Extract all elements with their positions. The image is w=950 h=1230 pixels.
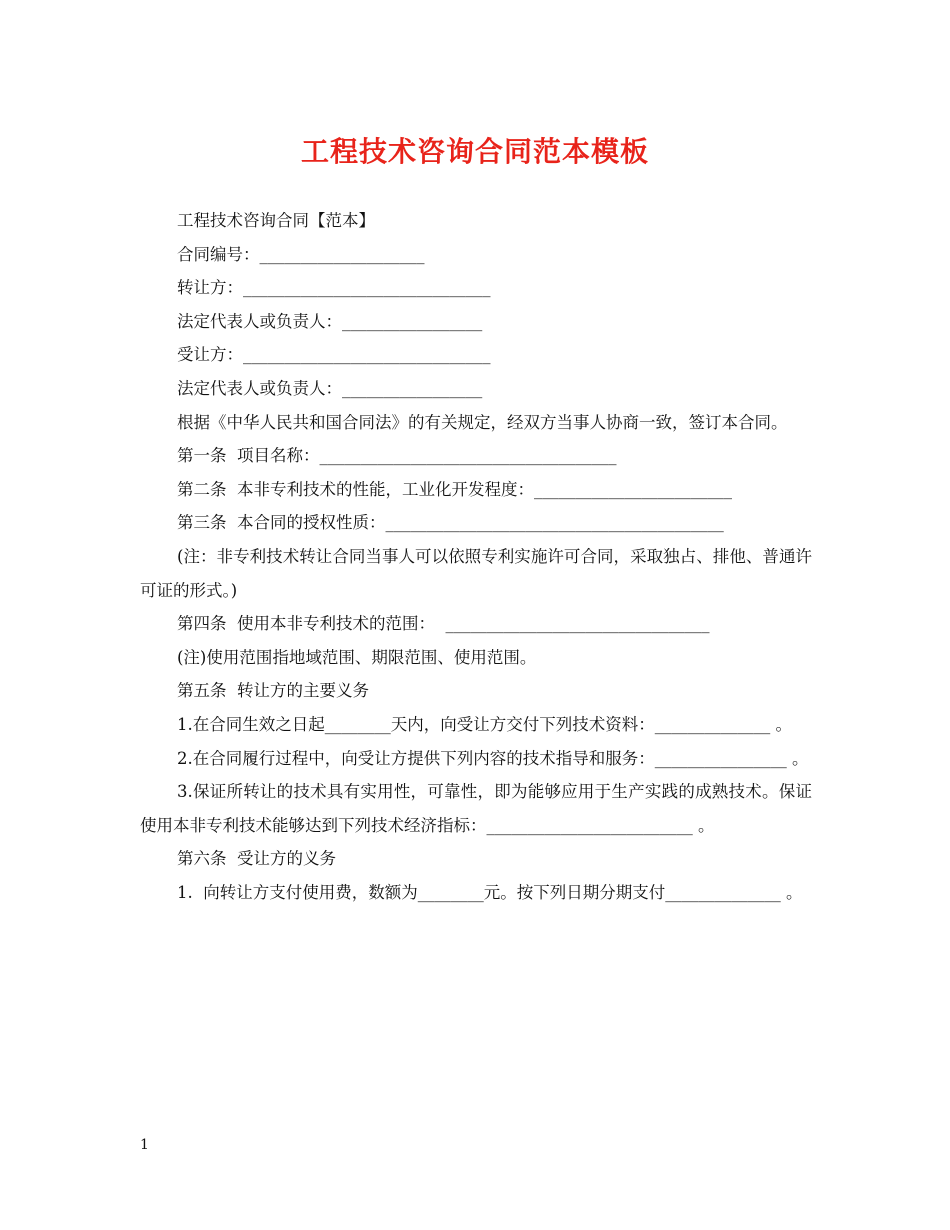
paragraph-article-6-item-1: 1. 向转让方支付使用费，数额为________元。按下列日期分期支付______________ 。 <box>177 882 803 902</box>
paragraph-article-4: 第四条 使用本非专利技术的范围： ________________________________ <box>177 614 710 634</box>
paragraph-article-5-item-2: 2.在合同履行过程中，向受让方提供下列内容的技术指导和服务：________________ 。 <box>177 748 809 768</box>
paragraph-contract-number: 合同编号：____________________ <box>177 244 425 264</box>
paragraph-article-5-item-1: 1.在合同生效之日起________天内，向受让方交付下列技术资料：______________ 。 <box>177 714 792 734</box>
paragraph-article-2: 第二条 本非专利技术的性能，工业化开发程度：________________________ <box>177 479 732 499</box>
paragraph-transferor: 转让方：______________________________ <box>177 278 491 298</box>
paragraph-transferee-representative: 法定代表人或负责人：_________________ <box>177 378 483 398</box>
page-number: 1 <box>140 1137 149 1153</box>
paragraph-transferor-representative: 法定代表人或负责人：_________________ <box>177 311 483 331</box>
paragraph-article-6: 第六条 受让方的义务 <box>177 849 336 869</box>
paragraph-article-1: 第一条 项目名称：____________________________________ <box>177 446 617 466</box>
paragraph-note-license: (注：非专利技术转让合同当事人可以依照专利实施许可合同，采取独占、排他、普通许可证的形式。) <box>140 546 812 600</box>
paragraph-article-3: 第三条 本合同的授权性质：_________________________________________ <box>177 513 724 533</box>
paragraph-note-scope: (注)使用范围指地域范围、期限范围、使用范围。 <box>177 647 537 667</box>
paragraph-article-5-item-3: 3.保证所转让的技术具有实用性，可靠性，即为能够应用于生产实践的成熟技术。保证使用本非专利技术能够达到下列技术经济指标：_________________________ 。 <box>140 782 812 835</box>
paragraph-preamble: 根据《中华人民共和国合同法》的有关规定，经双方当事人协商一致，签订本合同。 <box>177 412 788 432</box>
document-title: 工程技术咨询合同范本模板 <box>300 135 649 168</box>
paragraph-contract-heading: 工程技术咨询合同【范本】 <box>177 211 375 230</box>
document-body <box>140 204 812 909</box>
paragraph-transferee: 受让方：______________________________ <box>177 345 491 365</box>
paragraph-article-5: 第五条 转让方的主要义务 <box>177 681 369 701</box>
